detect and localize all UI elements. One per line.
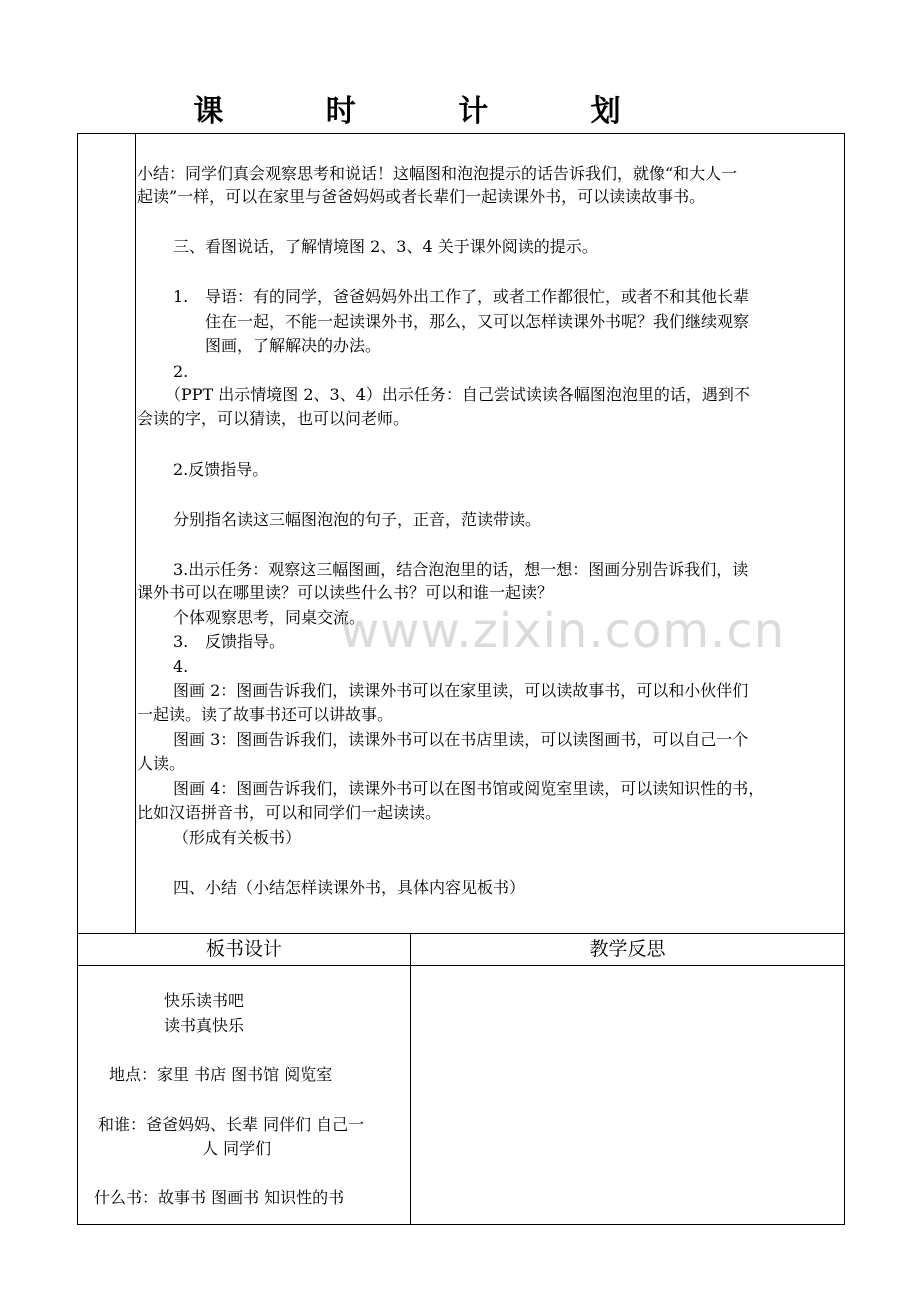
board-line-2: 读书真快乐: [164, 1016, 245, 1035]
table-divider-header: [78, 965, 844, 966]
board-note: （形成有关板书）: [173, 828, 302, 847]
item-1-line-1: 导语：有的同学，爸爸妈妈外出工作了，或者工作都很忙，或者不和其他长辈: [205, 287, 750, 306]
feedback-1: 2.反馈指导。: [173, 460, 269, 479]
board-who-line-1: 和谁：爸爸妈妈、长辈 同伴们 自己一: [98, 1115, 365, 1134]
picture-4-line-1: 图画 4：图画告诉我们，读课外书可以在图书馆或阅览室里读，可以读知识性的书，: [173, 779, 765, 798]
summary-line-2: 起读”一样，可以在家里与爸爸妈妈或者长辈们一起读课外书，可以读读故事书。: [137, 187, 706, 206]
task-3-line-1: 3.出示任务：观察这三幅图画，结合泡泡里的话，想一想：图画分别告诉我们，读: [173, 560, 749, 579]
table-column-divider: [410, 933, 411, 1224]
lesson-content: [135, 134, 844, 933]
item-2-number: 2.: [173, 362, 189, 381]
board-who-line-2: 人 同学们: [202, 1139, 272, 1158]
section-4-heading: 四、小结（小结怎样读课外书，具体内容见板书）: [173, 878, 526, 897]
board-place: 地点：家里 书店 图书馆 阅览室: [109, 1065, 333, 1084]
lesson-plan-table: [77, 133, 845, 1225]
item-1-line-2: 住在一起，不能一起读课外书，那么，又可以怎样读课外书呢？我们继续观察: [205, 312, 750, 331]
watermark: www.zixin.com.cn: [340, 603, 786, 659]
task-3-line-2: 课外书可以在哪里读？可以读些什么书？可以和谁一起读？: [137, 583, 554, 602]
picture-2-line-1: 图画 2：图画告诉我们，读课外书可以在家里读，可以读故事书，可以和小伙伴们: [173, 681, 749, 700]
picture-4-line-2: 比如汉语拼音书，可以和同学们一起读读。: [137, 803, 442, 822]
individual-line: 个体观察思考，同桌交流。: [173, 608, 366, 627]
picture-3-line-2: 人读。: [137, 754, 186, 773]
section-3-heading: 三、看图说话，了解情境图 2、3、4 关于课外阅读的提示。: [173, 237, 598, 256]
item-1-line-3: 图画，了解解决的办法。: [205, 336, 382, 355]
read-line: 分别指名读这三幅图泡泡的句子，正音，范读带读。: [173, 510, 542, 529]
item-2-line-1: （PPT 出示情境图 2、3、4）出示任务：自己尝试读读各幅图泡泡里的话，遇到不: [165, 385, 750, 404]
picture-3-line-1: 图画 3：图画告诉我们，读课外书可以在书店里读，可以读图画书，可以自己一个: [173, 730, 749, 749]
feedback-2-number: 3.: [173, 632, 189, 651]
item-2-line-2: 会读的字，可以猜读，也可以问老师。: [137, 409, 410, 428]
feedback-2: 反馈指导。: [205, 632, 286, 651]
item-1-number: 1.: [173, 287, 189, 306]
left-margin-column: [78, 134, 136, 933]
board-line-1: 快乐读书吧: [164, 991, 245, 1010]
board-what: 什么书：故事书 图画书 知识性的书: [94, 1188, 345, 1207]
teaching-reflection-header: 教学反思: [589, 938, 666, 960]
board-design-header: 板书设计: [205, 938, 282, 960]
page-title: 课 时 计 划: [193, 94, 667, 129]
picture-2-line-2: 一起读。读了故事书还可以讲故事。: [137, 705, 394, 724]
summary-line-1: 小结：同学们真会观察思考和说话！这幅图和泡泡提示的话告诉我们，就像“和大人一: [137, 164, 738, 183]
item-4-number: 4.: [173, 657, 189, 676]
